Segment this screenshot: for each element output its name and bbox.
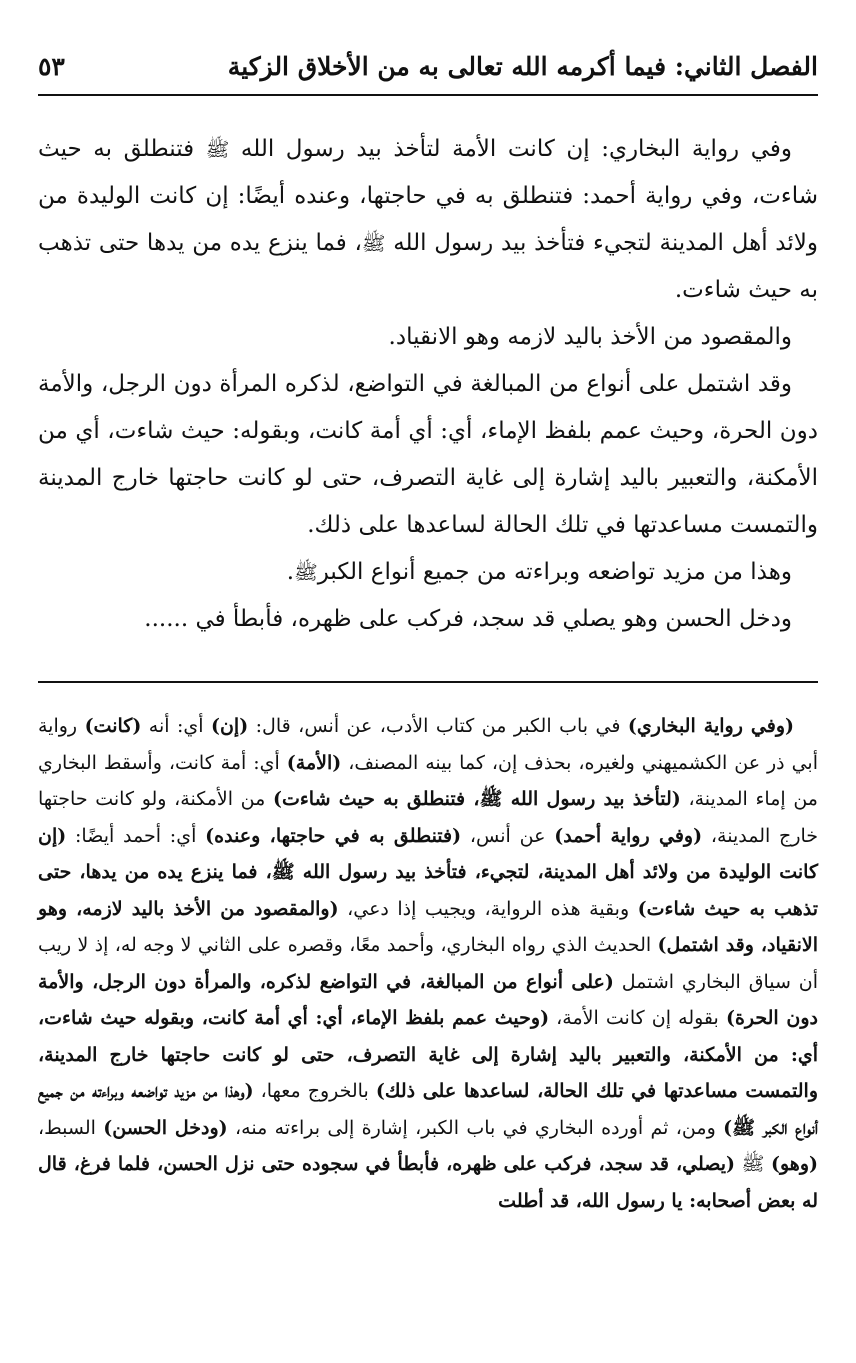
- quoted-phrase: (وهو): [771, 1153, 818, 1175]
- commentary-text: أي: أنه: [141, 715, 211, 737]
- main-p1-text-b: فتنطلق به حيث شاءت، وفي رواية أحمد: فتنطلق به في حاجتها، وعنده أيضًا: إن كانت الوليدة من ولائد أهل المدينة لتجيء فتأخذ بيد رسول الله: [38, 136, 818, 256]
- main-paragraph-2: والمقصود من الأخذ باليد لازمه وهو الانقياد.: [388, 324, 792, 350]
- main-p4-text-a: وهذا من مزيد تواضعه وبراءته من جميع أنواع الكبر: [317, 559, 792, 585]
- commentary-text: رواية أبي ذر عن الكشميهني ولغيره، بحذف إن، كما بينه المصنف،: [38, 715, 818, 774]
- book-page: [38, 42, 818, 1332]
- commentary-text: ومن، ثم أورده البخاري في باب الكبر، إشارة إلى براءته منه،: [227, 1116, 724, 1139]
- commentary-notes: [38, 708, 818, 1219]
- commentary-text: أي: أمة كانت، وأسقط البخاري من إماء المدينة،: [38, 751, 818, 810]
- quoted-phrase: (كانت): [84, 715, 142, 737]
- quoted-phrase: (إن): [210, 715, 249, 737]
- commentary-text: من الأمكنة، ولو كانت حاجتها خارج المدينة،: [38, 788, 819, 847]
- main-paragraph-5: ودخل الحسن وهو يصلي قد سجد، فركب على ظهره، فأبطأ في ......: [144, 606, 792, 632]
- quoted-phrase: (وفي رواية البخاري): [627, 715, 794, 737]
- main-p1-text-a: وفي رواية البخاري: إن كانت الأمة لتأخذ بيد رسول الله: [229, 136, 792, 162]
- commentary-text: في باب الكبر من كتاب الأدب، عن أنس، قال:: [248, 715, 628, 737]
- salutation-glyph: ﷺ: [361, 232, 386, 255]
- quoted-phrase: (إن كانت الوليدة من ولائد أهل المدينة، لتجيء، فتأخذ بيد رسول الله ﷺ، فما ينزع يده من يدها، حتى تذهب به حيث شاءت): [38, 824, 818, 920]
- commentary-text: عن أنس،: [461, 824, 555, 847]
- main-paragraph-3: وقد اشتمل على أنواع من المبالغة في التواضع، لذكره المرأة دون الرجل، والأمة دون الحرة، وحيث عمم بلفظ الإماء، أي: أي أمة كانت، وبقوله: حيث شاءت، أي من الأمكنة، والتعبير باليد إشارة إلى غاية التصرف، حتى لو كانت حاجتها خارج المدينة والتمست مساعدتها في تلك الحالة لساعدها على ذلك.: [38, 371, 818, 538]
- page-number: ٥٣: [38, 52, 65, 81]
- commentary-text: الحديث الذي رواه البخاري، وأحمد معًا، وقصره على الثاني لا وجه له، إذ لا ريب أن سياق البخاري اشتمل: [38, 934, 818, 993]
- commentary-text: بالخروج معها،: [253, 1080, 376, 1102]
- quoted-phrase: (وحيث عمم بلفظ الإماء، أي: أي أمة كانت، وبقوله حيث شاءت، أي: من الأمكنة، والتعبير باليد إشارة إلى غاية التصرف، حتى لو كانت حاجتها خارج المدينة، والتمست مساعدتها في تلك الحالة، لساعدها على ذلك): [38, 1007, 818, 1102]
- main-paragraph-1: [38, 126, 818, 314]
- quoted-phrase: (فتنطلق به في حاجتها، وعنده): [205, 824, 462, 847]
- commentary-paragraph: [38, 708, 818, 1219]
- quoted-phrase: (وهذا من مزيد تواضعه وبراءته من جميع أنواع الكبر ﷺ): [38, 1080, 818, 1139]
- commentary-text: وبقية هذه الرواية، ويجيب إذا دعي،: [338, 897, 638, 920]
- quoted-phrase: (والمقصود من الأخذ باليد لازمه، وهو الانقياد، وقد اشتمل): [38, 897, 818, 956]
- chapter-title: الفصل الثاني: فيما أكرمه الله تعالى به من الأخلاق الزكية: [227, 52, 818, 81]
- quoted-phrase: (ودخل الحسن): [103, 1116, 228, 1139]
- quoted-phrase: (لتأخذ بيد رسول الله ﷺ، فتنطلق به حيث شاءت): [272, 788, 681, 810]
- quoted-phrase: (يصلي، قد سجد، فركب على ظهره، فأبطأ في سجوده حتى نزل الحسن، فلما فرغ، قال له بعض أصحابه: يا رسول الله، قد أطلت: [38, 1153, 818, 1212]
- main-text: [38, 126, 818, 643]
- main-p4-text-b: .: [286, 559, 295, 585]
- quoted-phrase: (وفي رواية أحمد): [554, 824, 703, 847]
- main-p1-text-c: ، فما ينزع يده من يدها حتى تذهب به حيث شاءت.: [38, 230, 818, 303]
- commentary-text: ﷺ: [735, 1153, 771, 1175]
- quoted-phrase: (الأمة): [286, 751, 342, 774]
- running-header: [38, 42, 818, 96]
- commentary-text: السبط،: [38, 1116, 104, 1139]
- salutation-glyph: ﷺ: [205, 138, 230, 161]
- main-paragraph-4: [38, 549, 818, 596]
- salutation-glyph: ﷺ: [294, 561, 318, 584]
- commentary-text: أي: أحمد أيضًا:: [66, 824, 206, 847]
- quoted-phrase: (على أنواع من المبالغة، في التواضع لذكره، والمرأة دون الرجل، والأمة دون الحرة): [38, 970, 818, 1029]
- footnote-divider: [38, 681, 818, 683]
- commentary-text: بقوله إن كانت الأمة،: [549, 1007, 726, 1029]
